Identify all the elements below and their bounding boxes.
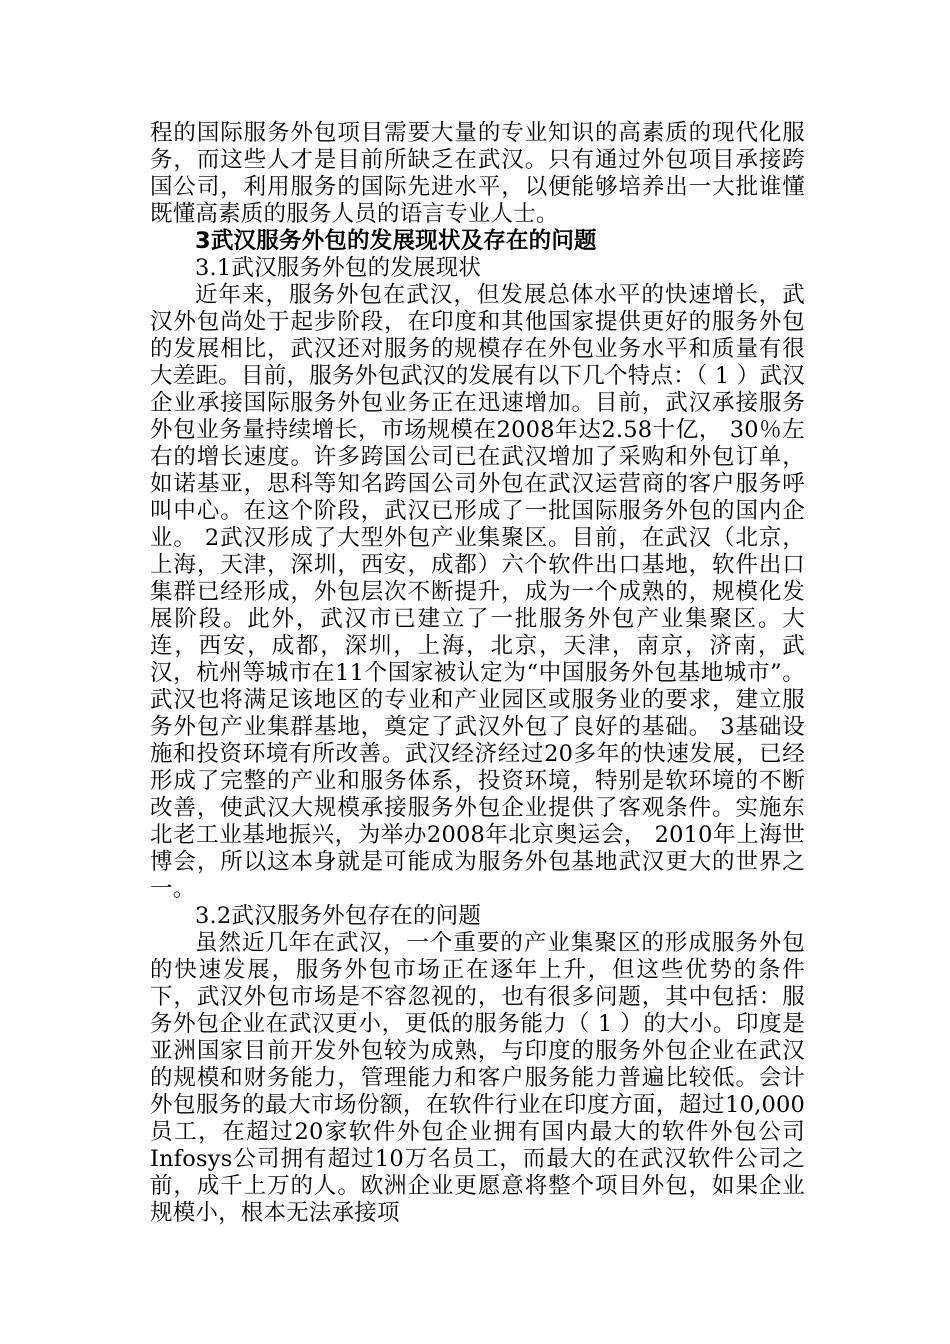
section-3-1-paragraph: 近年来，服务外包在武汉，但发展总体水平的快速增长，武汉外包尚处于起步阶段，在印度和其他国家提供更好的服务外包的发展相比，武汉还对服务的规模存在外包业务水平和质量有很大差距。目前，服务外包武汉的发展有以下几个特点：（ 1 ）武汉企业承接国际服务外包业务正在迅速增加。目前，武汉承接服务外包业务量持续增长，市场规模在2008年达2.58十亿， 30％左右的增长速度。许多跨国公司已在武汉增加了采购和外包订单，如诺基亚，思科等知名跨国公司外包在武汉运营商的客户服务呼叫中心。在这个阶段，武汉已形成了一批国际服务外包的国内企业。 2武汉形成了大型外包产业集聚区。目前，在武汉（北京，上海，天津，深圳，西安，成都）六个软件出口基地，软件出口集群已经形成，外包层次不断提升，成为一个成熟的，规模化发展阶段。此外，武汉市已建立了一批服务外包产业集聚区。大连，西安，成都，深圳，上海，北京，天津，南京，济南，武汉，杭州等城市在11个国家被认定为“中国服务外包基地城市”。武汉也将满足该地区的专业和产业园区或服务业的要求，建立服务外包产业集群基地，奠定了武汉外包了良好的基础。 3基础设施和投资环境有所改善。武汉经济经过20多年的快速发展，已经形成了完整的产业和服务体系，投资环境，特别是软环境的不断改善，使武汉大规模承接服务外包企业提供了客观条件。实施东北老工业基地振兴，为举办2008年北京奥运会， 2010年上海世博会，所以这本身就是可能成为服务外包基地武汉更大的世界之一。 — [150, 282, 805, 902]
section-3-2-paragraph: 虽然近几年在武汉，一个重要的产业集聚区的形成服务外包的快速发展，服务外包市场正在逐年上升，但这些优势的条件下，武汉外包市场是不容忽视的，也有很多问题，其中包括：服务外包企业在武汉更小，更低的服务能力（ 1 ）的大小。印度是亚洲国家目前开发外包较为成熟，与印度的服务外包企业在武汉的规模和财务能力，管理能力和客户服务能力普遍比较低。会计外包服务的最大市场份额，在软件行业在印度方面，超过10,000员工，在超过20家软件外包企业拥有国内最大的软件外包公司Infosys公司拥有超过10万名员工，而最大的在武汉软件公司之前，成千上万的人。欧洲企业更愿意将整个项目外包，如果企业规模小，根本无法承接项 — [150, 930, 805, 1226]
section-3-1-heading: 3.1武汉服务外包的发展现状 — [195, 255, 482, 281]
section-3-heading: 3武汉服务外包的发展现状及存在的问题 — [195, 228, 597, 254]
section-3-2-heading: 3.2武汉服务外包存在的问题 — [195, 903, 482, 929]
intro-paragraph: 程的国际服务外包项目需要大量的专业知识的高素质的现代化服务，而这些人才是目前所缺乏在武汉。只有通过外包项目承接跨国公司，利用服务的国际先进水平，以便能够培养出一大批谁懂既懂高素质的服务人员的语言专业人士。 — [150, 120, 805, 227]
document-page — [150, 120, 805, 1227]
